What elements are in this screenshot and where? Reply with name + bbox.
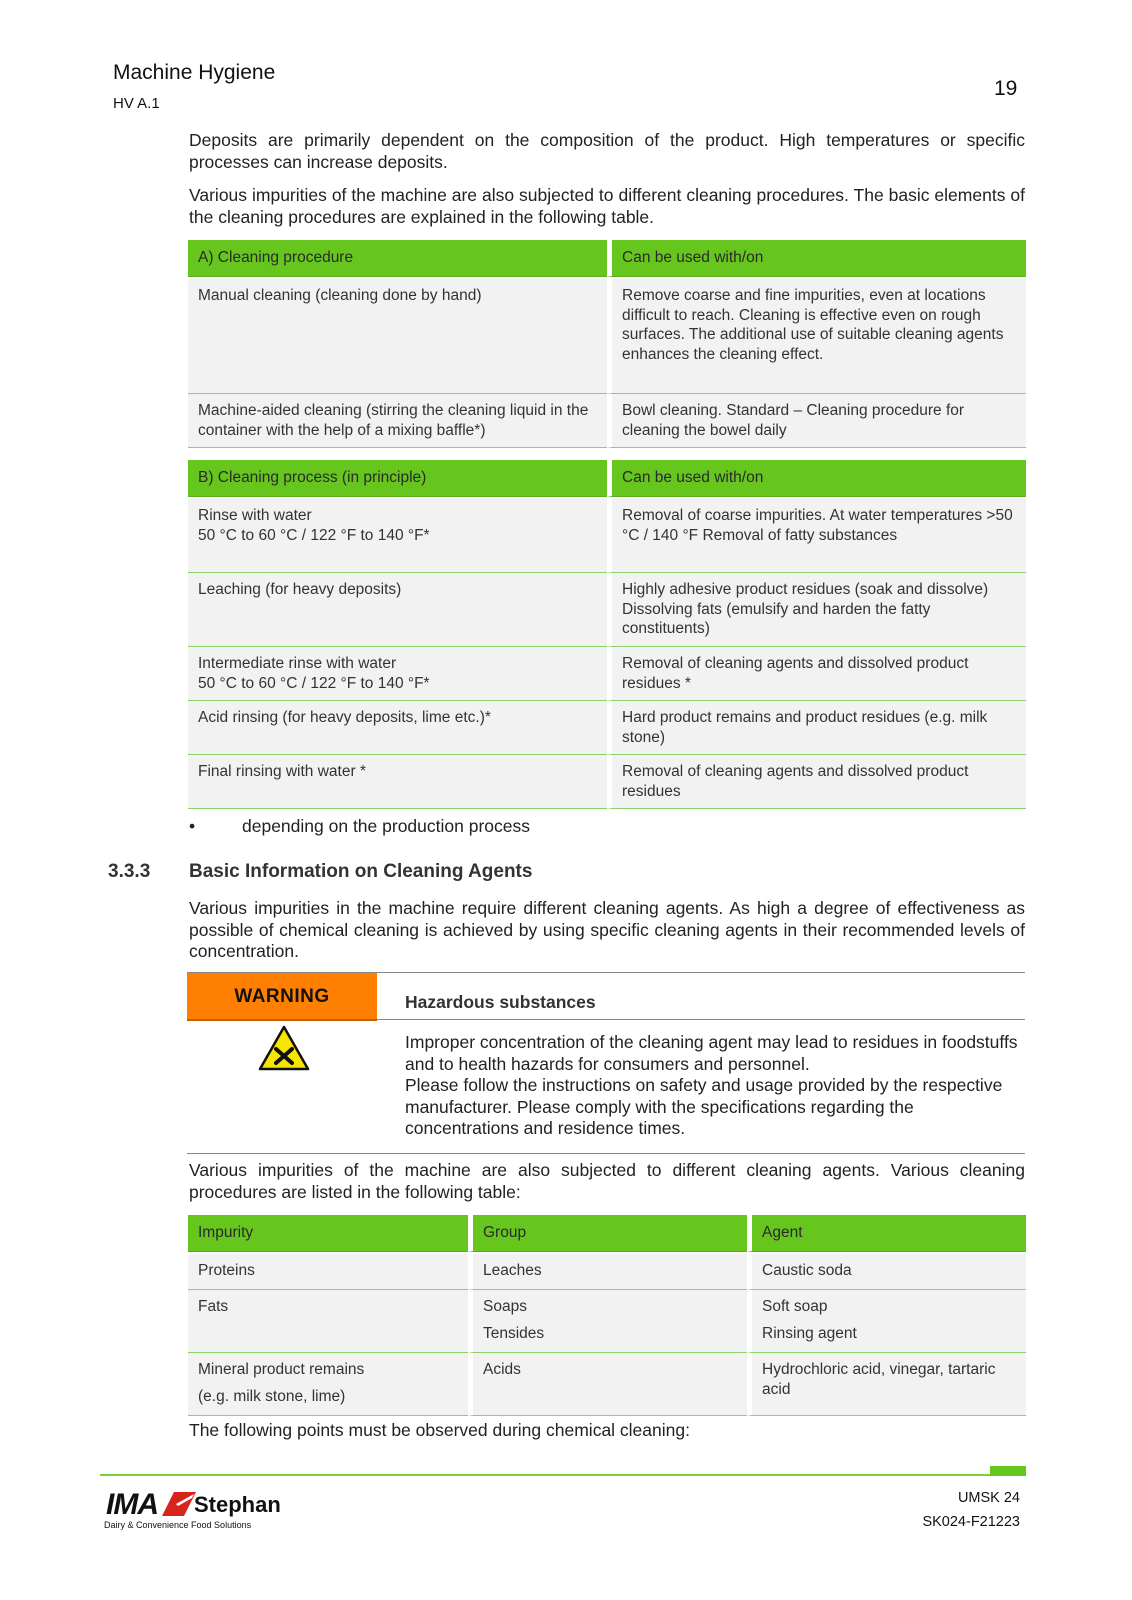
table-cell: [188, 1254, 468, 1290]
table-row: [188, 1290, 1026, 1353]
svg-text:Dairy & Convenience Food Solut: Dairy & Convenience Food Solutions: [104, 1520, 252, 1530]
cleaning-process-table: [188, 460, 1026, 809]
table-cell: Bowl cleaning. Standard – Cleaning procedure for cleaning the bowel daily: [607, 394, 1026, 448]
table-cell: [468, 1290, 747, 1353]
impurity-name: Proteins: [198, 1262, 255, 1279]
agent-name: Soft soap: [762, 1298, 828, 1315]
footer-rule: [100, 1474, 1026, 1476]
svg-text:IMA: IMA: [106, 1488, 158, 1521]
process-temperature: 50 °C to 60 °C / 122 °F to 140 °F*: [198, 674, 430, 692]
intro-paragraph-1: Deposits are primarily dependent on the composition of the product. High temperatures or specific processes can increase deposits.: [189, 130, 1025, 172]
table-row: [188, 573, 1026, 647]
table-cell: [747, 1290, 1026, 1353]
table-cell: [468, 1254, 747, 1290]
table-cell: [188, 499, 607, 573]
table-row: [188, 647, 1026, 701]
warning-text-1: Improper concentration of the cleaning agent may lead to residues in foodstuffs and to health hazards for consumers and personnel.: [405, 1032, 1018, 1074]
ima-stephan-logo: [104, 1484, 290, 1532]
group-name: Leaches: [483, 1262, 542, 1279]
table-cell: [188, 1353, 468, 1416]
cleaning-agents-table: [188, 1215, 1026, 1416]
table-cell: Hard product remains and product residues (e.g. milk stone): [607, 701, 1026, 755]
table-cell: [468, 1353, 747, 1416]
warning-heading: Hazardous substances: [405, 992, 596, 1012]
agents-intro-paragraph: Various impurities of the machine are also subjected to different cleaning agents. Various cleaning procedures are listed in the following table:: [189, 1160, 1025, 1202]
warning-heading-rule: [377, 1019, 1025, 1020]
document-title: Machine Hygiene: [113, 61, 276, 84]
process-name: Intermediate rinse with water: [198, 655, 397, 672]
table-cell: [188, 647, 607, 701]
impurity-name: Fats: [198, 1298, 229, 1315]
group-name: Acids: [483, 1361, 521, 1378]
impurity-name: (e.g. milk stone, lime): [198, 1387, 346, 1405]
svg-text:Stephan: Stephan: [194, 1492, 281, 1517]
group-name: Soaps: [483, 1298, 527, 1315]
table-header-cell: Agent: [747, 1215, 1026, 1252]
table-row: [188, 279, 1026, 394]
table-row: [188, 394, 1026, 448]
table-row: [188, 755, 1026, 809]
table-cell: Removal of coarse impurities. At water temperatures >50 °C / 140 °F Removal of fatty substances: [607, 499, 1026, 573]
footer-document-id: SK024-F21223: [922, 1514, 1020, 1530]
table-cell: [747, 1353, 1026, 1416]
intro-paragraph-2: Various impurities of the machine are also subjected to different cleaning procedures. The basic elements of the cleaning procedures are explained in the following table.: [189, 185, 1025, 227]
agent-name: Caustic soda: [762, 1262, 852, 1279]
process-temperature: 50 °C to 60 °C / 122 °F to 140 °F*: [198, 526, 430, 544]
group-name: Tensides: [483, 1324, 545, 1342]
table-cell: [188, 1290, 468, 1353]
table-header-cell: B) Cleaning process (in principle): [188, 460, 607, 497]
document-subtitle: HV A.1: [113, 95, 160, 112]
table-cell: Removal of cleaning agents and dissolved product residues: [607, 755, 1026, 809]
cleaning-procedure-table: [188, 240, 1026, 448]
table-cell: [747, 1254, 1026, 1290]
page-number: 19: [994, 77, 1018, 100]
bullet-symbol: •: [189, 816, 196, 836]
impurity-name: Mineral product remains: [198, 1361, 365, 1378]
table-cell: Leaching (for heavy deposits): [188, 573, 607, 647]
process-name: Rinse with water: [198, 507, 312, 524]
warning-body: [405, 1032, 1025, 1140]
section-title: Basic Information on Cleaning Agents: [189, 861, 533, 882]
harmful-substance-warning-icon: [258, 1025, 310, 1071]
footer-tab: [990, 1466, 1026, 1476]
closing-paragraph: The following points must be observed during chemical cleaning:: [189, 1420, 690, 1440]
table-row: [188, 1254, 1026, 1290]
table-header-cell: Can be used with/on: [607, 460, 1026, 497]
warning-bottom-rule: [187, 1153, 1025, 1154]
table-header-cell: Group: [468, 1215, 747, 1252]
table-header-cell: A) Cleaning procedure: [188, 240, 607, 277]
table-row: [188, 701, 1026, 755]
footer-document-code: UMSK 24: [957, 1490, 1020, 1506]
table-cell: Acid rinsing (for heavy deposits, lime etc.)*: [188, 701, 607, 755]
table-cell: Highly adhesive product residues (soak and dissolve) Dissolving fats (emulsify and harden the fatty constituents): [607, 573, 1026, 647]
warning-label: WARNING: [234, 986, 330, 1007]
table-cell: Machine-aided cleaning (stirring the cleaning liquid in the container with the help of a mixing baffle*): [188, 394, 607, 448]
table-row: [188, 1353, 1026, 1416]
table-row: [188, 499, 1026, 573]
table-cell: Removal of cleaning agents and dissolved product residues *: [607, 647, 1026, 701]
table-cell: Manual cleaning (cleaning done by hand): [188, 279, 607, 394]
table-cell: Final rinsing with water *: [188, 755, 607, 809]
table-header-cell: Can be used with/on: [607, 240, 1026, 277]
agent-name: Rinsing agent: [762, 1324, 857, 1342]
table-cell: Remove coarse and fine impurities, even at locations difficult to reach. Cleaning is effective even on rough surfaces. The additional use of suitable cleaning agents enhances the cleaning effect.: [607, 279, 1026, 394]
section-paragraph: Various impurities in the machine require different cleaning agents. As high a degree of effectiveness as possible of chemical cleaning is achieved by using specific cleaning agents in their recommended levels of concentration.: [189, 898, 1025, 961]
bullet-text: depending on the production process: [242, 816, 530, 836]
table-header-cell: Impurity: [188, 1215, 468, 1252]
warning-text-2: Please follow the instructions on safety and usage provided by the respective manufacturer. Please comply with the specifications regarding the concentrations and residence times.: [405, 1075, 1003, 1138]
section-number: 3.3.3: [108, 861, 151, 882]
agent-name: Hydrochloric acid, vinegar, tartaric acid: [762, 1361, 996, 1398]
